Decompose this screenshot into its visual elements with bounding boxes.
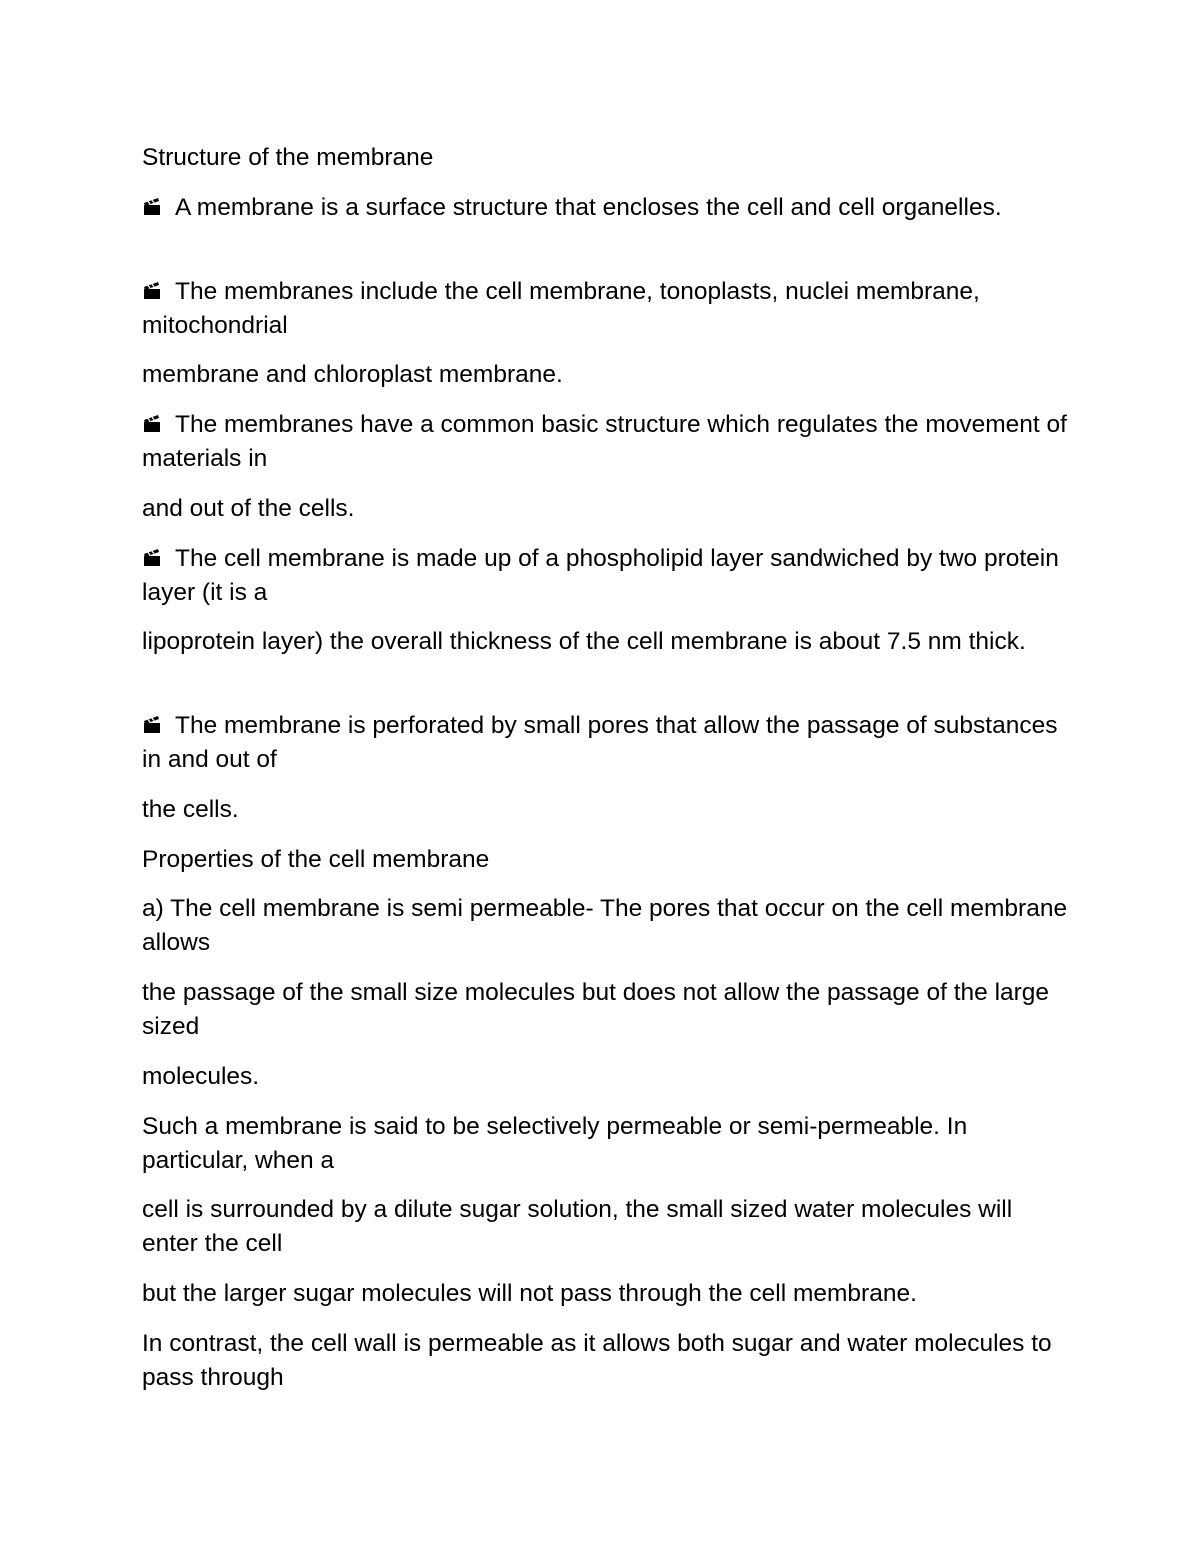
text-paragraph: and out of the cells. xyxy=(142,495,355,522)
text-paragraph: membrane and chloroplast membrane. xyxy=(142,361,563,388)
heading-properties: Properties of the cell membrane xyxy=(142,846,490,873)
text-paragraph: molecules. xyxy=(142,1063,260,1090)
text-paragraph: but the larger sugar molecules will not pass through the cell membrane. xyxy=(142,1280,917,1307)
text-paragraph: the passage of the small size molecules but does not allow the passage of the large sized xyxy=(142,979,1050,1040)
clapperboard-icon xyxy=(142,715,162,735)
heading-structure: Structure of the membrane xyxy=(142,144,434,171)
text-paragraph: lipoprotein layer) the overall thickness of the cell membrane is about 7.5 nm thick. xyxy=(142,628,1026,655)
bullet-paragraph: A membrane is a surface structure that encloses the cell and cell organelles. xyxy=(142,191,1072,225)
text-paragraph: a) The cell membrane is semi permeable- The pores that occur on the cell membrane allows xyxy=(142,895,1068,956)
text-paragraph: In contrast, the cell wall is permeable as it allows both sugar and water molecules to pass through xyxy=(142,1330,1052,1391)
text-paragraph: the cells. xyxy=(142,796,239,823)
bullet-paragraph: The membranes include the cell membrane, tonoplasts, nuclei membrane, mitochondrial xyxy=(142,278,980,339)
bullet-paragraph: The membranes have a common basic structure which regulates the movement of materials in xyxy=(142,411,1067,472)
clapperboard-icon xyxy=(142,281,162,301)
clapperboard-icon xyxy=(142,414,162,434)
clapperboard-icon xyxy=(142,197,162,217)
text-paragraph: Such a membrane is said to be selectively permeable or semi-permeable. In particular, when a xyxy=(142,1113,968,1174)
bullet-paragraph: The cell membrane is made up of a phospholipid layer sandwiched by two protein layer (it is a xyxy=(142,545,1059,606)
text-paragraph: cell is surrounded by a dilute sugar solution, the small sized water molecules will enter the cell xyxy=(142,1196,1013,1257)
clapperboard-icon xyxy=(142,548,162,568)
bullet-paragraph: The membrane is perforated by small pores that allow the passage of substances in and out of xyxy=(142,712,1058,773)
